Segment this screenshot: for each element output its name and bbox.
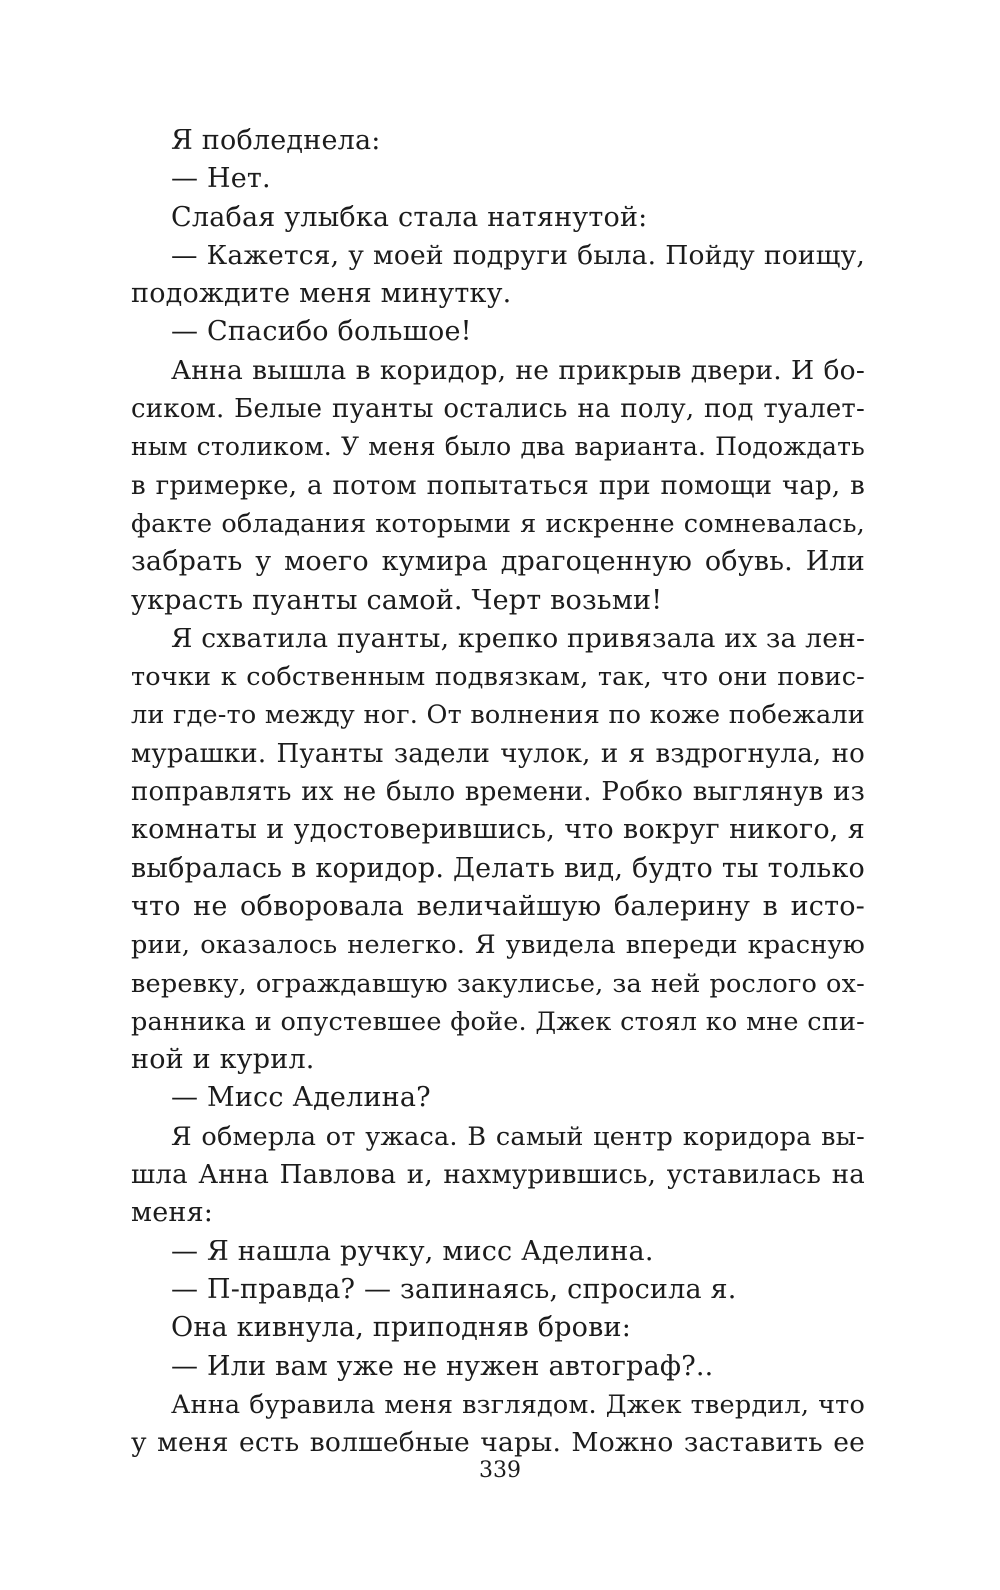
text-line: украсть пуанты самой. Черт возьми! (131, 584, 663, 616)
text-line: у меня есть волшебные чары. Можно заставить ее (131, 1427, 865, 1459)
text-line: ной и курил. (131, 1044, 315, 1076)
text-line: Анна буравила меня взглядом. Джек твердил, что (171, 1389, 865, 1420)
text-line: — Мисс Аделина? (171, 1082, 431, 1114)
text-line: подождите меня минутку. (131, 278, 512, 310)
text-line: факте обладания которыми я искренне сомневалась, (131, 508, 865, 539)
body-text (131, 122, 865, 1462)
text-line: комнаты и удостоверившись, что вокруг никого, я (131, 814, 865, 846)
text-line: шла Анна Павлова и, нахмурившись, уставилась на (131, 1160, 865, 1191)
text-line: Я схватила пуанты, крепко привязала их за лен- (171, 622, 866, 654)
text-line: что не обворовала величайшую балерину в исто- (131, 890, 865, 922)
text-line: — Я нашла ручку, мисс Аделина. (171, 1235, 654, 1267)
text-line: — Кажется, у моей подруги была. Пойду поищу, (171, 239, 865, 271)
text-line: точки к собственным подвязкам, так, что они повис- (131, 662, 865, 693)
text-line: — Нет. (171, 163, 271, 195)
text-line: Она кивнула, приподняв брови: (171, 1312, 632, 1344)
text-line: рии, оказалось нелегко. Я увидела впереди красную (131, 930, 865, 961)
text-line: в гримерке, а потом попытаться при помощи чар, в (131, 470, 865, 501)
text-line: Анна вышла в коридор, не прикрыв двери. И бо- (171, 354, 865, 386)
text-line: мурашки. Пуанты задели чулок, и я вздрогнула, но (131, 738, 865, 769)
text-line: — Или вам уже не нужен автограф?.. (171, 1350, 714, 1382)
text-line: сиком. Белые пуанты остались на полу, под туалет- (131, 394, 865, 425)
text-line: — Спасибо большое! (171, 316, 472, 348)
text-line: Я побледнела: (171, 125, 381, 156)
page-number: 339 (479, 1458, 521, 1483)
text-line: ранника и опустевшее фойе. Джек стоял ко мне спи- (131, 1006, 865, 1037)
text-line: поправлять их не было времени. Робко выглянув из (131, 777, 865, 808)
text-line: ным столиком. У меня было два варианта. Подождать (131, 432, 865, 462)
text-line: выбралась в коридор. Делать вид, будто ты только (131, 852, 865, 884)
text-line: Слабая улыбка стала натянутой: (171, 201, 648, 233)
text-line: — П-правда? — запинаясь, спросила я. (171, 1273, 737, 1305)
text-line: ли где-то между ног. От волнения по коже побежали (131, 700, 865, 731)
text-line: забрать у моего кумира драгоценную обувь. Или (131, 546, 865, 578)
text-line: веревку, ограждавшую закулисье, за ней рослого ох- (131, 968, 865, 999)
text-line: Я обмерла от ужаса. В самый центр коридора вы- (171, 1121, 865, 1152)
text-line: меня: (131, 1197, 214, 1229)
